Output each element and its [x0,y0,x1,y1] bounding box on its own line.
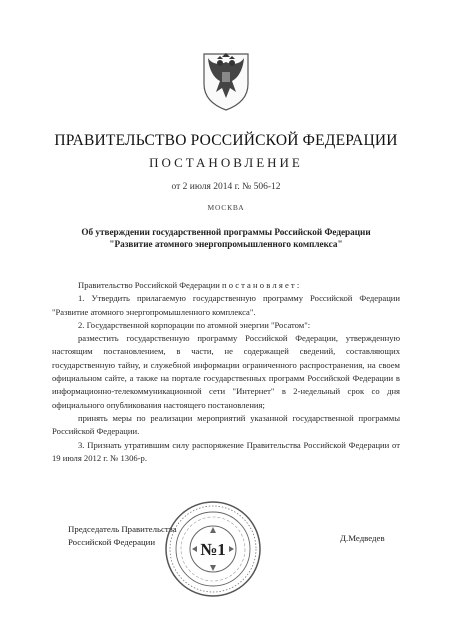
seal-number: №1 [200,540,226,559]
subject-line-2: "Развитие атомного энергопромышленного комплекса" [109,239,343,249]
paragraph-preamble: Правительство Российской Федерации п о с т а н о в л я е т : [78,280,300,290]
government-title: ПРАВИТЕЛЬСТВО РОССИЙСКОЙ ФЕДЕРАЦИИ [54,132,398,149]
decree-city: МОСКВА [207,203,245,212]
decree-heading: ПОСТАНОВЛЕНИЕ [149,155,303,170]
signature-title: Председатель Правительства Российской Федерации [68,524,177,547]
paragraph-item-2: 2. Государственной корпорации по атомной энергии "Росатом": [78,319,311,330]
decree-body [52,279,400,465]
paragraph-item-3: 3. Признать утратившим силу распоряжение Правительства Российской Федерации от 19 июля 2012 г. № 1306-р. [52,439,400,463]
official-seal-stamp [164,500,262,598]
subject-line-1: Об утверждении государственной программы Российской Федерации [81,227,371,237]
coat-of-arms-emblem [198,48,254,112]
decree-date-number: от 2 июля 2014 г. № 506-12 [171,182,281,192]
paragraph-item-1: 1. Утвердить прилагаемую государственную программу Российской Федерации "Развитие атомного энергопромышленного комплекса". [52,293,400,317]
paragraph-item-2-measures: принять меры по реализации мероприятий указанной государственной программы Российской Федерации. [52,412,400,437]
signature-name: Д.Медведев [340,533,385,543]
paragraph-item-2-placement: разместить государственную программу Российской Федерации, утвержденную настоящим постановлением, в части, не содержащей сведений, составляющих государственную тайну, и служебной информации ограниченного распространения, на своем официальном сайте, а также на портале государственных программ Российской Федерации в информационно-телекоммуникационной сети "Интернет" в 2-недельный срок со дня официального опубликования настоящего постановления; [52,333,400,410]
decree-subject [40,226,412,250]
